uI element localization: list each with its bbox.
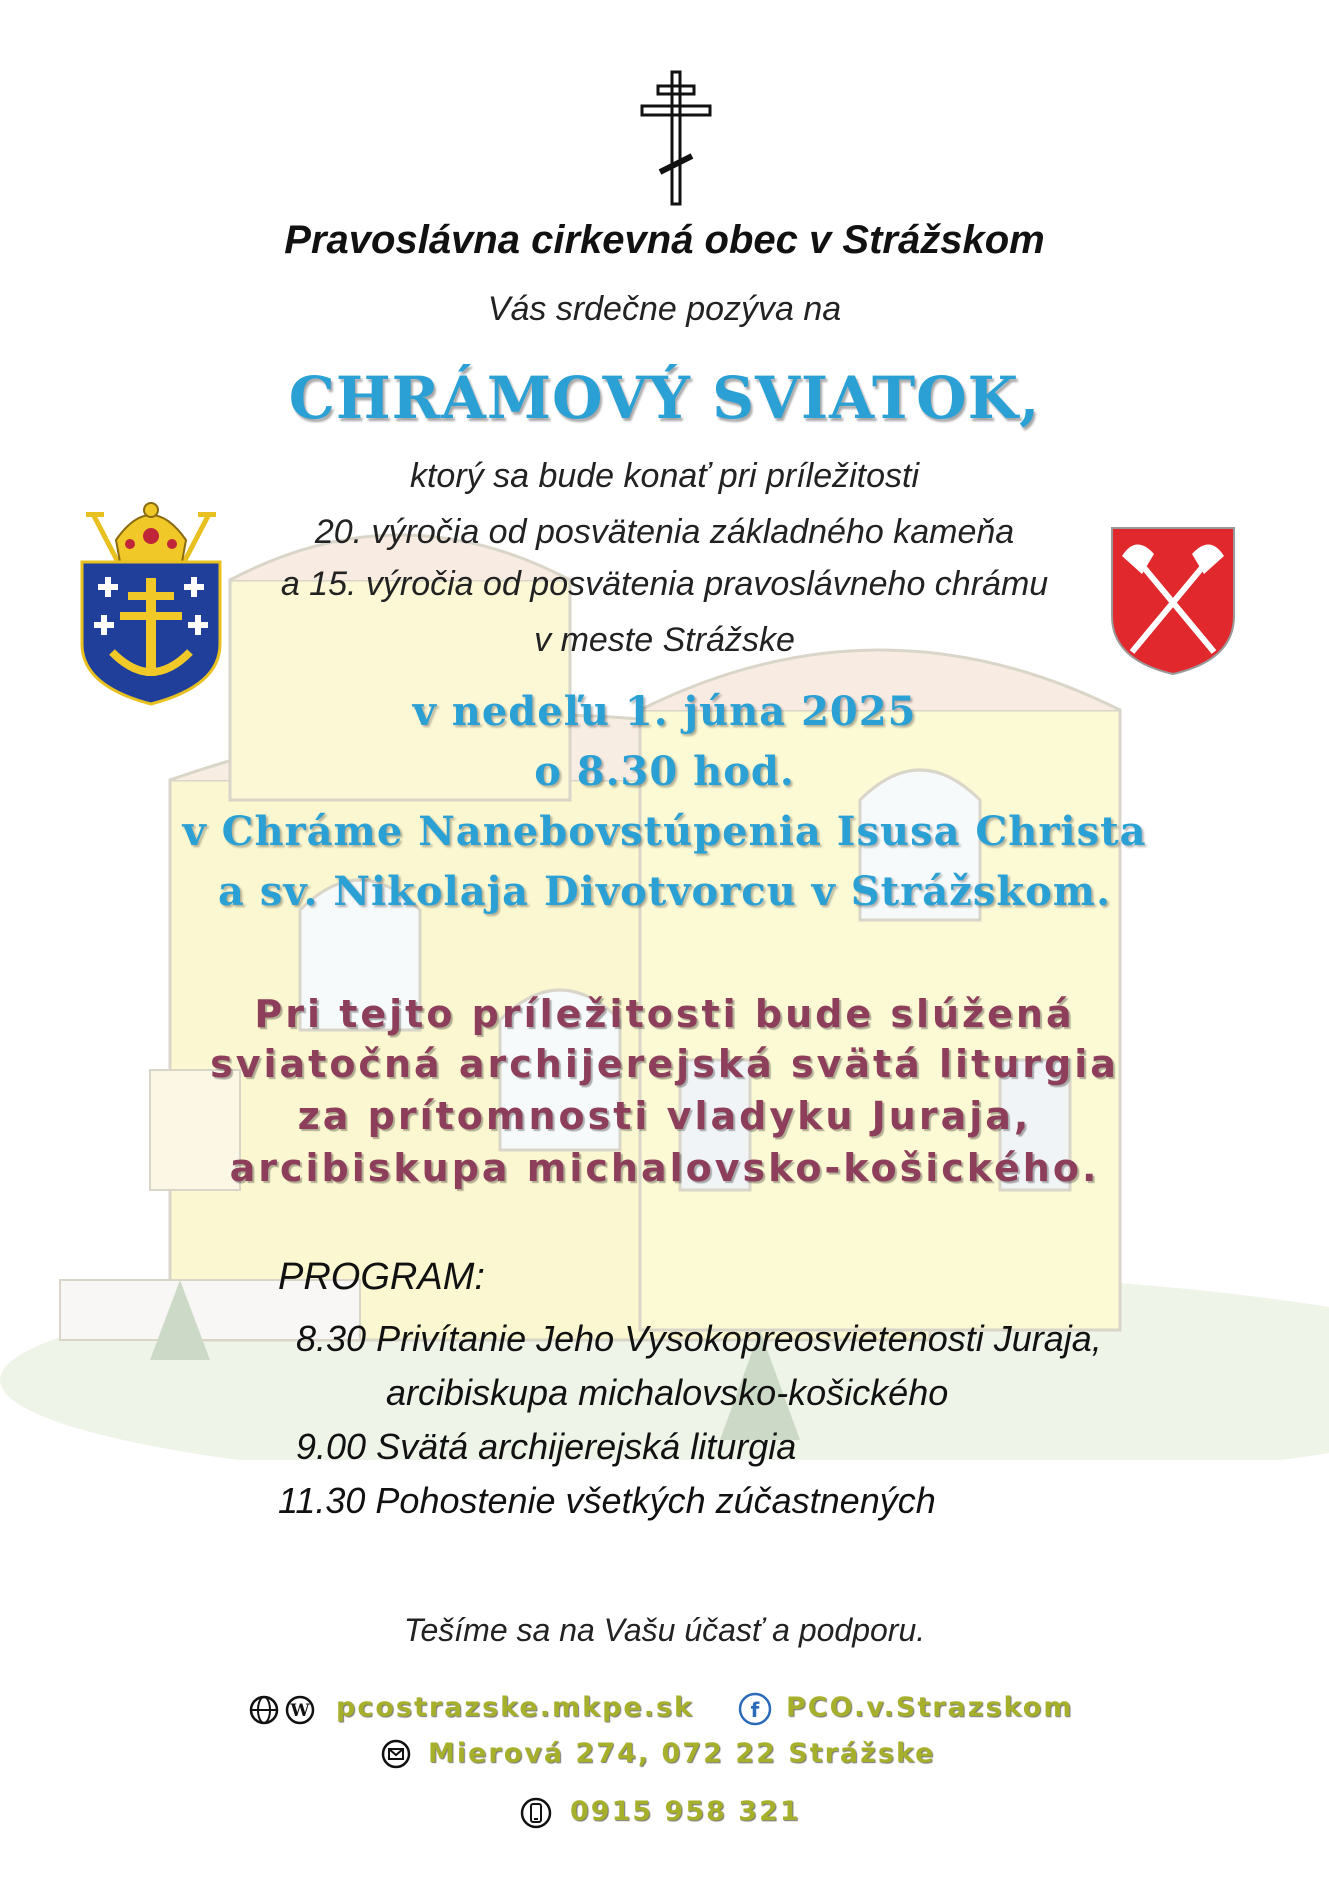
program-item: 8.30 Privítanie Jeho Vysokopreosvietenosti Juraja,: [296, 1318, 1102, 1359]
mail-icon: [380, 1738, 412, 1770]
facebook-link[interactable]: PCO.v.Strazskom: [786, 1692, 1074, 1723]
program-item: arcibiskupa michalovsko-košického: [386, 1372, 949, 1413]
occasion-line: ktorý sa bude konať pri príležitosti: [409, 457, 920, 495]
wordpress-icon: [284, 1694, 316, 1726]
event-time: o 8.30 hod.: [534, 748, 795, 795]
occasion-line: v meste Strážske: [534, 621, 795, 659]
liturgy-line: Pri tejto príležitosti bude slúžená: [254, 992, 1075, 1036]
facebook-icon: [738, 1692, 772, 1726]
liturgy-line: sviatočná archijerejská svätá liturgia: [210, 1042, 1119, 1086]
svg-text:W: W: [290, 1701, 310, 1721]
closing-line: Tešíme sa na Vašu účasť a podporu.: [403, 1612, 926, 1648]
website-link[interactable]: pcostrazske.mkpe.sk: [336, 1692, 694, 1723]
event-title: CHRÁMOVÝ SVIATOK,: [288, 364, 1041, 432]
event-date: v nedeľu 1. júna 2025: [412, 688, 917, 735]
organization-name: Pravoslávna cirkevná obec v Strážskom: [284, 218, 1045, 262]
postal-address: Mierová 274, 072 22 Strážske: [428, 1738, 936, 1769]
liturgy-line: za prítomnosti vladyku Juraja,: [297, 1094, 1032, 1138]
phone-icon: [520, 1796, 552, 1830]
occasion-line: 20. výročia od posvätenia základného kameňa: [314, 513, 1015, 551]
globe-icon: [248, 1694, 280, 1726]
event-venue: v Chráme Nanebovstúpenia Isusa Christa: [182, 808, 1147, 855]
program-item: 11.30 Pohostenie všetkých zúčastnených: [278, 1480, 936, 1521]
event-venue: a sv. Nikolaja Divotvorcu v Strážskom.: [217, 868, 1112, 915]
phone-number[interactable]: 0915 958 321: [570, 1796, 801, 1827]
occasion-line: a 15. výročia od posvätenia pravoslávneho chrámu: [280, 565, 1049, 603]
invite-line: Vás srdečne pozýva na: [487, 290, 842, 328]
program-heading: PROGRAM:: [278, 1256, 485, 1298]
program-item: 9.00 Svätá archijerejská liturgia: [296, 1426, 797, 1467]
orthodox-cross-icon: [640, 68, 712, 208]
svg-text:f: f: [750, 1698, 760, 1722]
liturgy-line: arcibiskupa michalovsko-košického.: [229, 1146, 1100, 1190]
